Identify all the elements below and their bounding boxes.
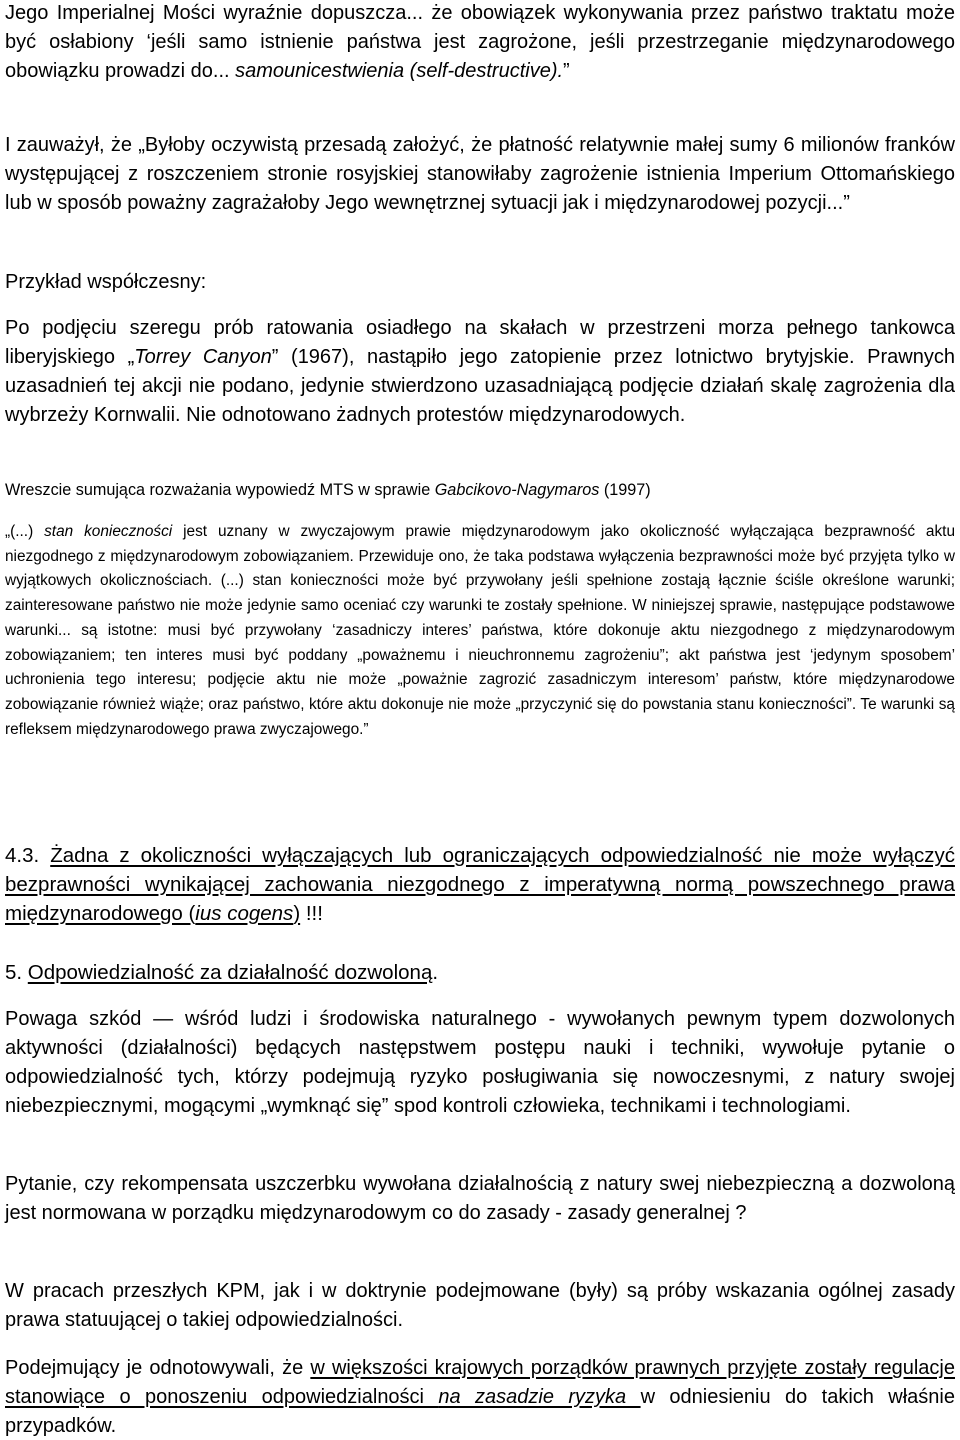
heading-text: Żadna z okoliczności wyłączających lub ograniczających odpowiedzialność nie może wyłączyć bezprawności wynikającej zachowania niezgodnego z imperatywną normą powszechnego prawa międzynarodowego ( [5, 844, 955, 925]
heading-period: . [432, 961, 439, 984]
term-italic: stan konieczności [44, 523, 173, 540]
label-text: Przykład współczesny: [5, 271, 207, 293]
heading-exclamation: !!! [300, 902, 323, 925]
quote-icj-judgment [5, 520, 955, 742]
heading-5 [5, 958, 955, 987]
paragraph-compensation-question [5, 1170, 955, 1228]
paragraph-harm-severity [5, 1005, 955, 1121]
heading-text: Odpowiedzialność za działalność dozwoloną [27, 961, 433, 984]
heading-text: ) [293, 902, 301, 925]
underlined-text: w większości krajowych porządków prawnych przyjęte zostały regulacje stanowiące o ponoszeniu odpowiedzialności [5, 1357, 955, 1408]
paragraph-observation [5, 131, 955, 218]
heading-4-3 [5, 841, 955, 928]
paragraph-text: I zauważył, że „Byłoby oczywistą przesadą założyć, że płatność relatywnie małej sumy 6 milionów franków występującej z roszczeniem stronie rosyjskiej stanowiłaby zagrożenie istnienia Imperium Ottomańskiego lub w sposób poważny zagrażałoby Jego wewnętrznej sytuacji jak i międzynarodowej pozycji...” [5, 134, 955, 214]
paragraph-text: Podejmujący je odnotowywali, że [5, 1357, 311, 1379]
ship-name: Torrey Canyon [134, 346, 272, 368]
quote-text-italic: samounicestwienia (self-destructive). [229, 60, 564, 82]
quote-text: jest uznany w zwyczajowym prawie międzynarodowym jako okoliczność wyłączająca bezprawność aktu niezgodnego z międzynarodowym zobowiązaniem. Przewiduje ono, że taka podstawa wyłączenia bezprawności może być przyjęta tylko w wyjątkowych okolicznościach. (...) stan konieczności może być przywołany jeśli spełnione zostają łącznie ściśle określone warunki; zainteresowane państwo nie może jedynie samo oceniać czy warunki te zostały spełnione. W niniejszej sprawie, następujące podstawowe warunki... są istotne: musi być przywołany ‘zasadniczy interes’ państwa, które dokonuje aktu niezgodnego z międzynarodowym zobowiązaniem; ten interes musi być poddany „poważnemu i nieuchronnemu zagrożeniu”; akt państwa jest ‘jedynym sposobem’ uchronienia tego interesu; podjęcie aktu nie może „poważnie zagrozić zasadniczym interesom’ państw, które międzynarodowe zobowiązanie również wiąże; oraz państwo, które aktu dokonuje nie może „przyczynić się do powstania stanu konieczności”. Te warunki są refleksem międzynarodowego prawa zwyczajowego.” [5, 523, 956, 738]
quote-close: ” [563, 60, 570, 82]
paragraph-text: W pracach przeszłych KPM, jak i w doktrynie podejmowane (były) są próby wskazania ogólnej zasady prawa statuującej o takiej odpowiedzialności. [5, 1280, 955, 1331]
paragraph-torrey-canyon [5, 314, 955, 430]
section-label-modern-example [5, 268, 955, 297]
paragraph-text: Powaga szkód — wśród ludzi i środowiska naturalnego - wywołanych pewnym typem dozwolonych aktywności (działalności) będących następstwem postępu nauki i techniki, wywołuje pytanie o odpowiedzialność tych, którzy podejmują ryzyko posługiwania się nowoczesnymi, z natury swojej niebezpiecznymi, mogącymi „wymknąć się” spod kontroli człowieka, technikami i technologiami. [5, 1008, 955, 1117]
paragraph-text: Po podjęciu szeregu prób ratowania osiadłego na skałach w przestrzeni morza pełnego tankowca liberyjskiego „ [5, 317, 955, 368]
paragraph-icj-intro [5, 478, 955, 503]
paragraph-text: w odniesieniu do takich właśnie przypadków. [5, 1386, 955, 1437]
quote-text: Jego Imperialnej Mości wyraźnie dopuszcza... że obowiązek wykonywania przez państwo traktatu może być osłabiony ‘jeśli samo istnienie państwa jest zagrożone, jeśli przestrzeganie międzynarodowego obowiązku prowadzi do... [5, 2, 955, 82]
underlined-italic-text: na zasadzie ryzyka [438, 1386, 641, 1408]
paragraph-text: Wreszcie sumująca rozważania wypowiedź MTS w sprawie [5, 481, 435, 499]
paragraph-text: ” (1967), nastąpiło jego zatopienie przez lotnictwo brytyjskie. Prawnych uzasadnień tej akcji nie podano, jedynie stwierdzono uzasadniającą podjęcie działań skalę zagrożenia dla wybrzeży Kornwalii. Nie odnotowano żadnych protestów międzynarodowych. [5, 346, 955, 426]
case-year: (1997) [599, 481, 651, 499]
quote-open: „(...) [5, 523, 45, 540]
quote-paragraph-imperium [5, 0, 955, 86]
heading-underlined [5, 844, 955, 925]
paragraph-text: Pytanie, czy rekompensata uszczerbku wywołana działalnością z natury swej niebezpieczną a dozwoloną jest normowana w porządku międzynarodowym co do zasady - zasady generalnej ? [5, 1173, 955, 1224]
heading-number: 4.3. [5, 844, 51, 867]
heading-term-italic: ius cogens [195, 902, 294, 925]
paragraph-domestic-regulations [5, 1354, 955, 1440]
heading-number: 5. [5, 961, 28, 984]
case-name: Gabcikovo-Nagymaros [434, 481, 600, 499]
paragraph-ilc-work [5, 1277, 955, 1335]
